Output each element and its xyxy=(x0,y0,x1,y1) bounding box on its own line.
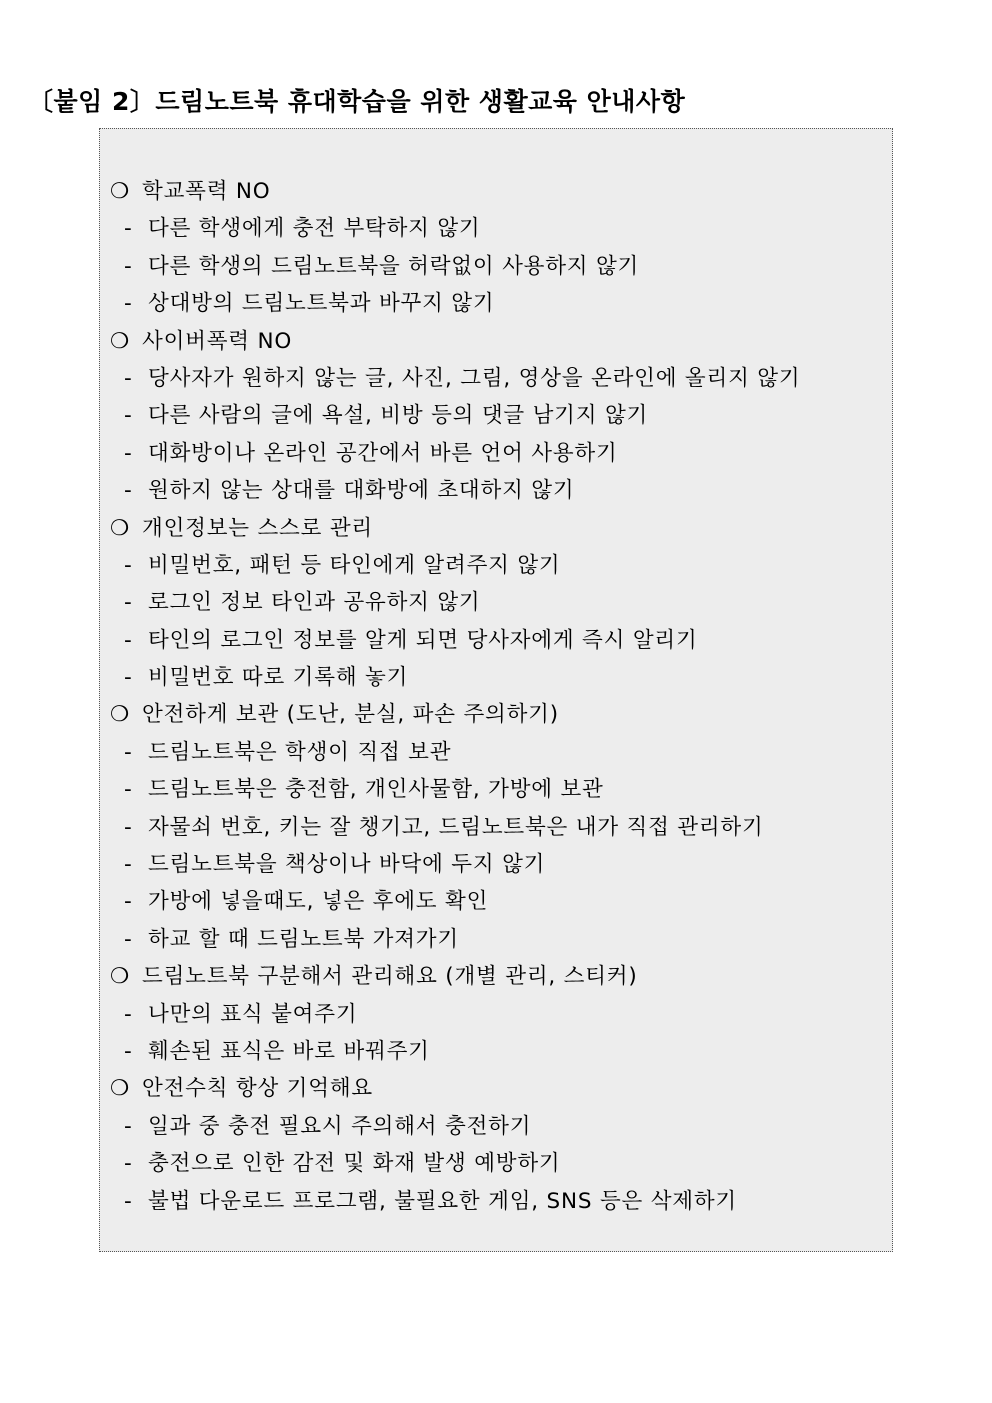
notice-box xyxy=(99,128,893,1252)
list-item-text: 비밀번호, 패턴 등 타인에게 알려주지 않기 xyxy=(148,552,561,578)
list-item xyxy=(110,734,880,771)
list-item xyxy=(110,883,880,920)
list-item-text: 자물쇠 번호, 키는 잘 챙기고, 드림노트북은 내가 직접 관리하기 xyxy=(148,814,764,840)
circle-bullet-icon: ❍ xyxy=(110,702,131,728)
dash-marker: - xyxy=(124,590,133,616)
list-item-text: 타인의 로그인 정보를 알게 되면 당사자에게 즉시 알리기 xyxy=(148,627,698,653)
dash-marker: - xyxy=(124,852,133,878)
list-item-text: 다른 사람의 글에 욕설, 비방 등의 댓글 남기지 않기 xyxy=(148,403,649,429)
section-heading-text: 안전수칙 항상 기억해요 xyxy=(142,1076,373,1102)
section-heading xyxy=(110,696,880,733)
dash-marker: - xyxy=(124,1151,133,1177)
dash-marker: - xyxy=(124,777,133,803)
list-item-text: 드림노트북을 책상이나 바닥에 두지 않기 xyxy=(148,852,546,878)
dash-marker: - xyxy=(124,365,133,391)
list-item xyxy=(110,397,880,434)
list-item xyxy=(110,996,880,1033)
list-item-text: 대화방이나 온라인 공간에서 바른 언어 사용하기 xyxy=(148,440,618,466)
list-item-text: 훼손된 표식은 바로 바꿔주기 xyxy=(148,1038,430,1064)
list-item-text: 가방에 넣을때도, 넣은 후에도 확인 xyxy=(148,889,489,915)
dash-marker: - xyxy=(124,403,133,429)
section-heading xyxy=(110,173,880,210)
dash-marker: - xyxy=(124,253,133,279)
section-heading xyxy=(110,323,880,360)
circle-bullet-icon: ❍ xyxy=(110,179,131,204)
dash-marker: - xyxy=(124,627,133,653)
dash-marker: - xyxy=(124,291,133,317)
section-heading-text: 드림노트북 구분해서 관리해요 (개별 관리, 스티커) xyxy=(142,964,638,990)
circle-bullet-icon: ❍ xyxy=(110,1076,131,1102)
section-heading-text: 학교폭력 NO xyxy=(142,179,271,204)
list-item xyxy=(110,248,880,285)
dash-marker: - xyxy=(124,1038,133,1064)
section-heading xyxy=(110,1070,880,1107)
dash-marker: - xyxy=(124,440,133,466)
section-heading-text: 안전하게 보관 (도난, 분실, 파손 주의하기) xyxy=(142,702,559,728)
list-item xyxy=(110,210,880,247)
section-heading xyxy=(110,510,880,547)
list-item-text: 상대방의 드림노트북과 바꾸지 않기 xyxy=(148,291,495,317)
list-item-text: 충전으로 인한 감전 및 화재 발생 예방하기 xyxy=(148,1151,561,1177)
list-item xyxy=(110,1183,880,1220)
list-item xyxy=(110,547,880,584)
list-item xyxy=(110,435,880,472)
list-item xyxy=(110,809,880,846)
list-item xyxy=(110,285,880,322)
list-item xyxy=(110,622,880,659)
circle-bullet-icon: ❍ xyxy=(110,328,131,354)
list-item-text: 나만의 표식 붙여주기 xyxy=(148,1001,358,1027)
list-item xyxy=(110,1145,880,1182)
section-heading-text: 사이버폭력 NO xyxy=(142,328,293,354)
circle-bullet-icon: ❍ xyxy=(110,964,131,990)
list-item-text: 다른 학생의 드림노트북을 허락없이 사용하지 않기 xyxy=(148,253,640,279)
list-item xyxy=(110,846,880,883)
circle-bullet-icon: ❍ xyxy=(110,515,131,541)
list-item-text: 하교 할 때 드림노트북 가져가기 xyxy=(148,926,459,952)
dash-marker: - xyxy=(124,814,133,840)
list-item-text: 원하지 않는 상대를 대화방에 초대하지 않기 xyxy=(148,478,575,504)
dash-marker: - xyxy=(124,216,133,242)
list-item xyxy=(110,584,880,621)
list-item-text: 다른 학생에게 충전 부탁하지 않기 xyxy=(148,216,481,242)
list-item-text: 드림노트북은 충전함, 개인사물함, 가방에 보관 xyxy=(148,777,604,803)
list-item xyxy=(110,1108,880,1145)
dash-marker: - xyxy=(124,665,133,691)
list-item-text: 비밀번호 따로 기록해 놓기 xyxy=(148,665,409,691)
section-heading-text: 개인정보는 스스로 관리 xyxy=(142,515,373,541)
page-title: 〔붙임 2〕드림노트북 휴대학습을 위한 생활교육 안내사항 xyxy=(28,87,686,116)
dash-marker: - xyxy=(124,1188,133,1214)
dash-marker: - xyxy=(124,1113,133,1139)
list-item xyxy=(110,472,880,509)
list-item-text: 일과 중 충전 필요시 주의해서 충전하기 xyxy=(148,1113,532,1139)
dash-marker: - xyxy=(124,889,133,915)
dash-marker: - xyxy=(124,478,133,504)
list-item-text: 당사자가 원하지 않는 글, 사진, 그림, 영상을 온라인에 올리지 않기 xyxy=(148,365,801,391)
list-item xyxy=(110,659,880,696)
list-item xyxy=(110,360,880,397)
list-item-text: 드림노트북은 학생이 직접 보관 xyxy=(148,739,452,765)
notice-list xyxy=(110,173,880,1220)
section-heading xyxy=(110,958,880,995)
list-item xyxy=(110,771,880,808)
list-item-text: 불법 다운로드 프로그램, 불필요한 게임, SNS 등은 삭제하기 xyxy=(148,1188,738,1214)
list-item xyxy=(110,921,880,958)
dash-marker: - xyxy=(124,739,133,765)
dash-marker: - xyxy=(124,926,133,952)
dash-marker: - xyxy=(124,552,133,578)
list-item-text: 로그인 정보 타인과 공유하지 않기 xyxy=(148,590,481,616)
list-item xyxy=(110,1033,880,1070)
dash-marker: - xyxy=(124,1001,133,1027)
